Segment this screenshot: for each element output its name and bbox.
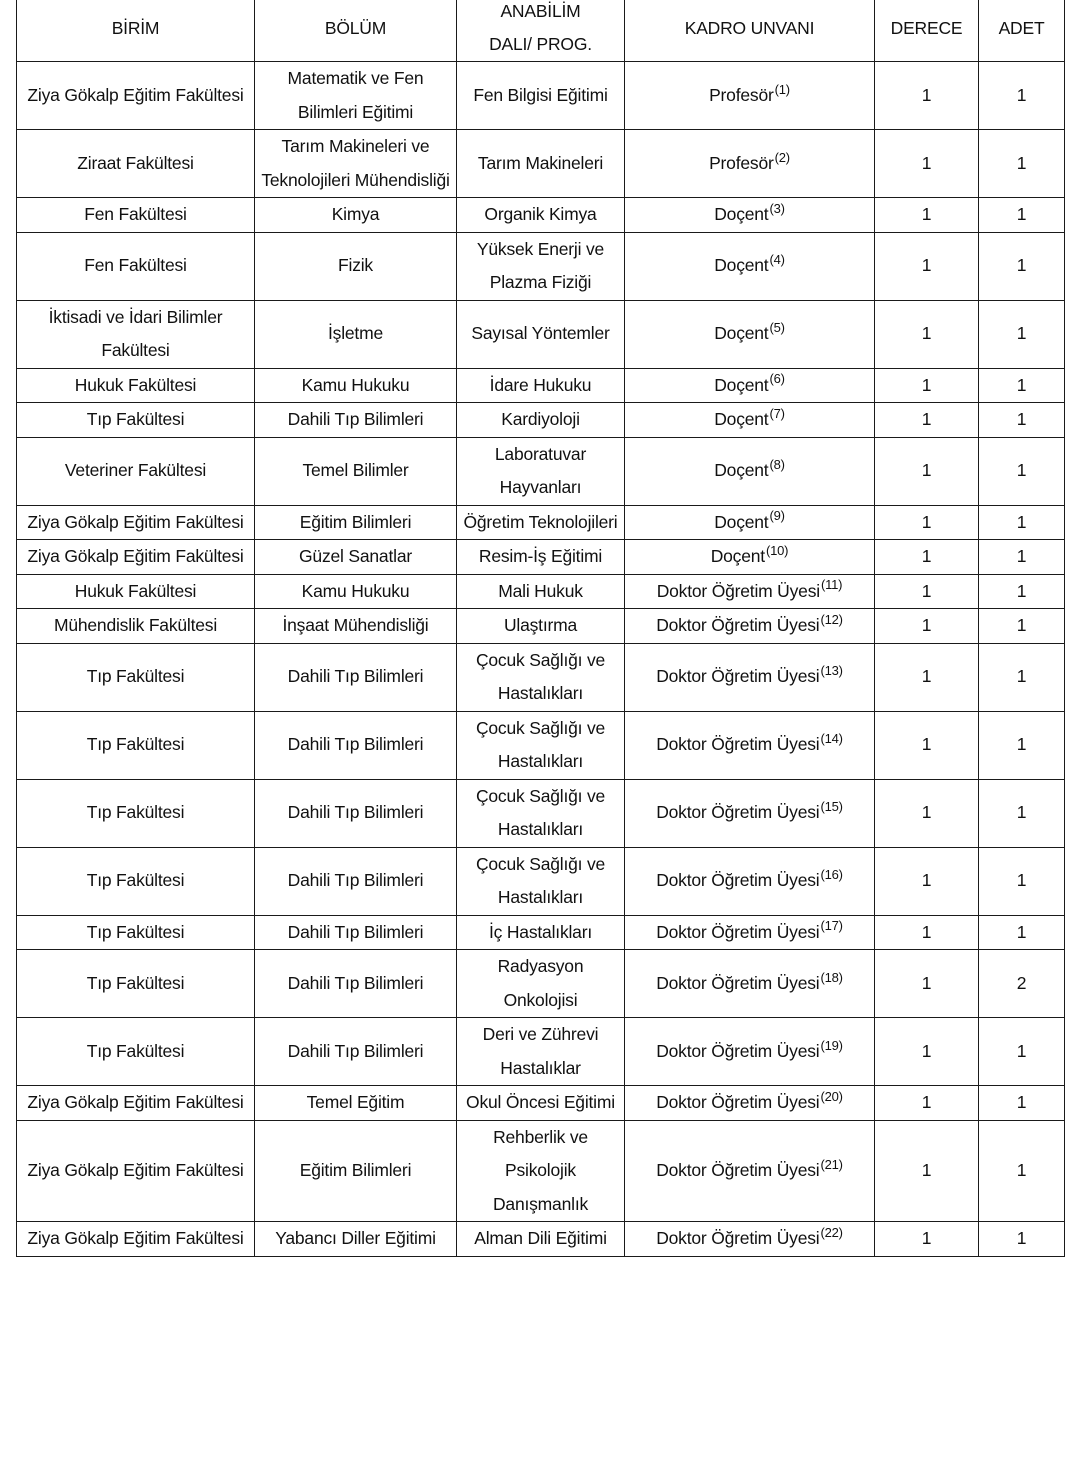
cell-kadro-unvani: Doktor Öğretim Üyesi$^{(13)}$	[625, 643, 875, 711]
cell-birim: Tıp Fakültesi	[17, 779, 255, 847]
cell-adet: 1	[979, 403, 1065, 438]
footnote-ref: (2)	[774, 149, 790, 165]
cell-derece: 1	[875, 779, 979, 847]
table-row	[17, 540, 1065, 575]
cell-birim: Ziya Gökalp Eğitim Fakültesi	[17, 505, 255, 540]
cell-birim: Mühendislik Fakültesi	[17, 609, 255, 644]
cell-kadro-unvani: Doktor Öğretim Üyesi$^{(12)}$	[625, 609, 875, 644]
cell-bolum: Eğitim Bilimleri	[255, 505, 457, 540]
header-bolum: BÖLÜM	[255, 0, 457, 62]
cell-kadro-unvani: Doktor Öğretim Üyesi$^{(19)}$	[625, 1018, 875, 1086]
cell-derece: 1	[875, 1086, 979, 1121]
footnote-ref: (18)	[820, 969, 843, 985]
cell-adet: 1	[979, 915, 1065, 950]
cell-anabilim-dali: Rehberlik ve Psikolojik Danışmanlık	[457, 1120, 625, 1222]
table-row	[17, 779, 1065, 847]
cell-kadro-unvani: Profesör$^{(2)}$	[625, 130, 875, 198]
footnote-ref: (17)	[820, 918, 843, 934]
cell-birim: Tıp Fakültesi	[17, 403, 255, 438]
cell-birim: Ziya Gökalp Eğitim Fakültesi	[17, 1222, 255, 1257]
cell-anabilim-dali: Organik Kimya	[457, 198, 625, 233]
cell-adet: 1	[979, 1086, 1065, 1121]
kadro-table	[16, 0, 1065, 1257]
cell-birim: Ziraat Fakültesi	[17, 130, 255, 198]
cell-derece: 1	[875, 300, 979, 368]
cell-anabilim-dali: Sayısal Yöntemler	[457, 300, 625, 368]
cell-birim: Hukuk Fakültesi	[17, 574, 255, 609]
table-row	[17, 505, 1065, 540]
cell-derece: 1	[875, 437, 979, 505]
cell-bolum: Temel Bilimler	[255, 437, 457, 505]
table-row	[17, 232, 1065, 300]
cell-derece: 1	[875, 130, 979, 198]
cell-derece: 1	[875, 232, 979, 300]
cell-birim: Fen Fakültesi	[17, 232, 255, 300]
table-row	[17, 403, 1065, 438]
table-header	[17, 0, 1065, 62]
table-row	[17, 62, 1065, 130]
cell-adet: 1	[979, 368, 1065, 403]
cell-bolum: Kamu Hukuku	[255, 574, 457, 609]
table-body	[17, 62, 1065, 1257]
cell-bolum: Matematik ve Fen Bilimleri Eğitimi	[255, 62, 457, 130]
cell-derece: 1	[875, 1120, 979, 1222]
cell-derece: 1	[875, 643, 979, 711]
cell-birim: Tıp Fakültesi	[17, 643, 255, 711]
cell-adet: 1	[979, 62, 1065, 130]
cell-anabilim-dali: Çocuk Sağlığı ve Hastalıkları	[457, 711, 625, 779]
table-row	[17, 950, 1065, 1018]
cell-anabilim-dali: İç Hastalıkları	[457, 915, 625, 950]
cell-derece: 1	[875, 540, 979, 575]
cell-bolum: Kamu Hukuku	[255, 368, 457, 403]
table-row	[17, 1120, 1065, 1222]
cell-adet: 1	[979, 609, 1065, 644]
footnote-ref: (13)	[820, 663, 843, 679]
cell-bolum: Eğitim Bilimleri	[255, 1120, 457, 1222]
footnote-ref: (1)	[774, 81, 790, 97]
cell-kadro-unvani: Doçent$^{(6)}$	[625, 368, 875, 403]
cell-derece: 1	[875, 1222, 979, 1257]
cell-anabilim-dali: Çocuk Sağlığı ve Hastalıkları	[457, 779, 625, 847]
cell-anabilim-dali: Alman Dili Eğitimi	[457, 1222, 625, 1257]
cell-kadro-unvani: Doçent$^{(4)}$	[625, 232, 875, 300]
cell-adet: 1	[979, 232, 1065, 300]
cell-anabilim-dali: Deri ve Zührevi Hastalıklar	[457, 1018, 625, 1086]
cell-kadro-unvani: Doçent$^{(10)}$	[625, 540, 875, 575]
cell-anabilim-dali: Yüksek Enerji ve Plazma Fiziği	[457, 232, 625, 300]
cell-derece: 1	[875, 62, 979, 130]
footnote-ref: (3)	[769, 200, 785, 216]
cell-bolum: Dahili Tıp Bilimleri	[255, 847, 457, 915]
table-row	[17, 711, 1065, 779]
cell-bolum: Fizik	[255, 232, 457, 300]
footnote-ref: (8)	[769, 457, 785, 473]
cell-adet: 1	[979, 574, 1065, 609]
cell-kadro-unvani: Doktor Öğretim Üyesi$^{(17)}$	[625, 915, 875, 950]
header-kadro-unvani: KADRO UNVANI	[625, 0, 875, 62]
cell-birim: Tıp Fakültesi	[17, 711, 255, 779]
table-row	[17, 130, 1065, 198]
cell-birim: İktisadi ve İdari Bilimler Fakültesi	[17, 300, 255, 368]
cell-derece: 1	[875, 198, 979, 233]
cell-kadro-unvani: Doçent$^{(9)}$	[625, 505, 875, 540]
cell-birim: Ziya Gökalp Eğitim Fakültesi	[17, 62, 255, 130]
cell-adet: 1	[979, 1120, 1065, 1222]
table-row	[17, 437, 1065, 505]
cell-derece: 1	[875, 847, 979, 915]
cell-adet: 1	[979, 1222, 1065, 1257]
cell-derece: 1	[875, 505, 979, 540]
cell-anabilim-dali: Ulaştırma	[457, 609, 625, 644]
footnote-ref: (15)	[820, 799, 843, 815]
cell-birim: Veteriner Fakültesi	[17, 437, 255, 505]
footnote-ref: (20)	[820, 1088, 843, 1104]
table-row	[17, 1018, 1065, 1086]
cell-anabilim-dali: Fen Bilgisi Eğitimi	[457, 62, 625, 130]
footnote-ref: (9)	[769, 508, 785, 524]
footnote-ref: (16)	[820, 867, 843, 883]
cell-birim: Fen Fakültesi	[17, 198, 255, 233]
cell-bolum: Dahili Tıp Bilimleri	[255, 643, 457, 711]
footnote-ref: (22)	[820, 1224, 843, 1240]
cell-birim: Tıp Fakültesi	[17, 915, 255, 950]
footnote-ref: (10)	[765, 542, 789, 558]
cell-kadro-unvani: Doçent$^{(3)}$	[625, 198, 875, 233]
cell-birim: Tıp Fakültesi	[17, 1018, 255, 1086]
cell-kadro-unvani: Doktor Öğretim Üyesi$^{(20)}$	[625, 1086, 875, 1121]
cell-birim: Ziya Gökalp Eğitim Fakültesi	[17, 540, 255, 575]
cell-derece: 1	[875, 368, 979, 403]
cell-anabilim-dali: Mali Hukuk	[457, 574, 625, 609]
cell-bolum: Dahili Tıp Bilimleri	[255, 1018, 457, 1086]
footnote-ref: (12)	[820, 611, 843, 627]
cell-derece: 1	[875, 403, 979, 438]
cell-kadro-unvani: Profesör$^{(1)}$	[625, 62, 875, 130]
cell-adet: 1	[979, 847, 1065, 915]
cell-adet: 2	[979, 950, 1065, 1018]
cell-derece: 1	[875, 711, 979, 779]
cell-anabilim-dali: Radyasyon Onkolojisi	[457, 950, 625, 1018]
cell-anabilim-dali: Laboratuvar Hayvanları	[457, 437, 625, 505]
cell-birim: Ziya Gökalp Eğitim Fakültesi	[17, 1086, 255, 1121]
cell-bolum: Yabancı Diller Eğitimi	[255, 1222, 457, 1257]
table-row	[17, 368, 1065, 403]
cell-adet: 1	[979, 779, 1065, 847]
cell-adet: 1	[979, 1018, 1065, 1086]
table-row	[17, 300, 1065, 368]
header-birim: BİRİM	[17, 0, 255, 62]
cell-derece: 1	[875, 609, 979, 644]
cell-kadro-unvani: Doçent$^{(7)}$	[625, 403, 875, 438]
cell-anabilim-dali: Kardiyoloji	[457, 403, 625, 438]
table-row	[17, 915, 1065, 950]
cell-kadro-unvani: Doktor Öğretim Üyesi$^{(22)}$	[625, 1222, 875, 1257]
header-adet: ADET	[979, 0, 1065, 62]
cell-adet: 1	[979, 300, 1065, 368]
cell-anabilim-dali: İdare Hukuku	[457, 368, 625, 403]
cell-birim: Tıp Fakültesi	[17, 950, 255, 1018]
cell-bolum: Güzel Sanatlar	[255, 540, 457, 575]
cell-anabilim-dali: Resim-İş Eğitimi	[457, 540, 625, 575]
table-row	[17, 643, 1065, 711]
cell-bolum: Kimya	[255, 198, 457, 233]
footnote-ref: (7)	[769, 405, 785, 421]
footnote-ref: (5)	[769, 320, 785, 336]
cell-kadro-unvani: Doçent$^{(8)}$	[625, 437, 875, 505]
footnote-ref: (21)	[820, 1156, 843, 1172]
cell-anabilim-dali: Tarım Makineleri	[457, 130, 625, 198]
cell-bolum: Dahili Tıp Bilimleri	[255, 915, 457, 950]
cell-kadro-unvani: Doktor Öğretim Üyesi$^{(15)}$	[625, 779, 875, 847]
cell-kadro-unvani: Doktor Öğretim Üyesi$^{(21)}$	[625, 1120, 875, 1222]
cell-anabilim-dali: Okul Öncesi Eğitimi	[457, 1086, 625, 1121]
cell-birim: Tıp Fakültesi	[17, 847, 255, 915]
footnote-ref: (4)	[769, 252, 785, 268]
cell-adet: 1	[979, 643, 1065, 711]
table-row	[17, 847, 1065, 915]
cell-kadro-unvani: Doktor Öğretim Üyesi$^{(14)}$	[625, 711, 875, 779]
footnote-ref: (19)	[820, 1037, 843, 1053]
cell-derece: 1	[875, 1018, 979, 1086]
cell-adet: 1	[979, 540, 1065, 575]
footnote-ref: (11)	[820, 577, 843, 593]
header-anabilim-dali: ANABİLİM DALI/ PROG.	[457, 0, 625, 62]
cell-bolum: İnşaat Mühendisliği	[255, 609, 457, 644]
cell-bolum: Dahili Tıp Bilimleri	[255, 403, 457, 438]
cell-birim: Ziya Gökalp Eğitim Fakültesi	[17, 1120, 255, 1222]
cell-bolum: Dahili Tıp Bilimleri	[255, 779, 457, 847]
cell-adet: 1	[979, 198, 1065, 233]
cell-adet: 1	[979, 437, 1065, 505]
cell-derece: 1	[875, 915, 979, 950]
footnote-ref: (14)	[820, 731, 843, 747]
table-row	[17, 1222, 1065, 1257]
table-row	[17, 198, 1065, 233]
cell-bolum: İşletme	[255, 300, 457, 368]
table-row	[17, 1086, 1065, 1121]
header-row	[17, 0, 1065, 62]
cell-kadro-unvani: Doktor Öğretim Üyesi$^{(11)}$	[625, 574, 875, 609]
cell-derece: 1	[875, 950, 979, 1018]
cell-derece: 1	[875, 574, 979, 609]
table-row	[17, 574, 1065, 609]
cell-kadro-unvani: Doçent$^{(5)}$	[625, 300, 875, 368]
footnote-ref: (6)	[769, 371, 785, 387]
cell-birim: Hukuk Fakültesi	[17, 368, 255, 403]
cell-anabilim-dali: Öğretim Teknolojileri	[457, 505, 625, 540]
header-derece: DERECE	[875, 0, 979, 62]
table-row	[17, 609, 1065, 644]
cell-anabilim-dali: Çocuk Sağlığı ve Hastalıkları	[457, 847, 625, 915]
cell-kadro-unvani: Doktor Öğretim Üyesi$^{(18)}$	[625, 950, 875, 1018]
cell-anabilim-dali: Çocuk Sağlığı ve Hastalıkları	[457, 643, 625, 711]
cell-bolum: Dahili Tıp Bilimleri	[255, 711, 457, 779]
cell-adet: 1	[979, 505, 1065, 540]
cell-adet: 1	[979, 130, 1065, 198]
cell-kadro-unvani: Doktor Öğretim Üyesi$^{(16)}$	[625, 847, 875, 915]
cell-bolum: Temel Eğitim	[255, 1086, 457, 1121]
cell-bolum: Dahili Tıp Bilimleri	[255, 950, 457, 1018]
cell-adet: 1	[979, 711, 1065, 779]
cell-bolum: Tarım Makineleri ve Teknolojileri Mühendisliği	[255, 130, 457, 198]
